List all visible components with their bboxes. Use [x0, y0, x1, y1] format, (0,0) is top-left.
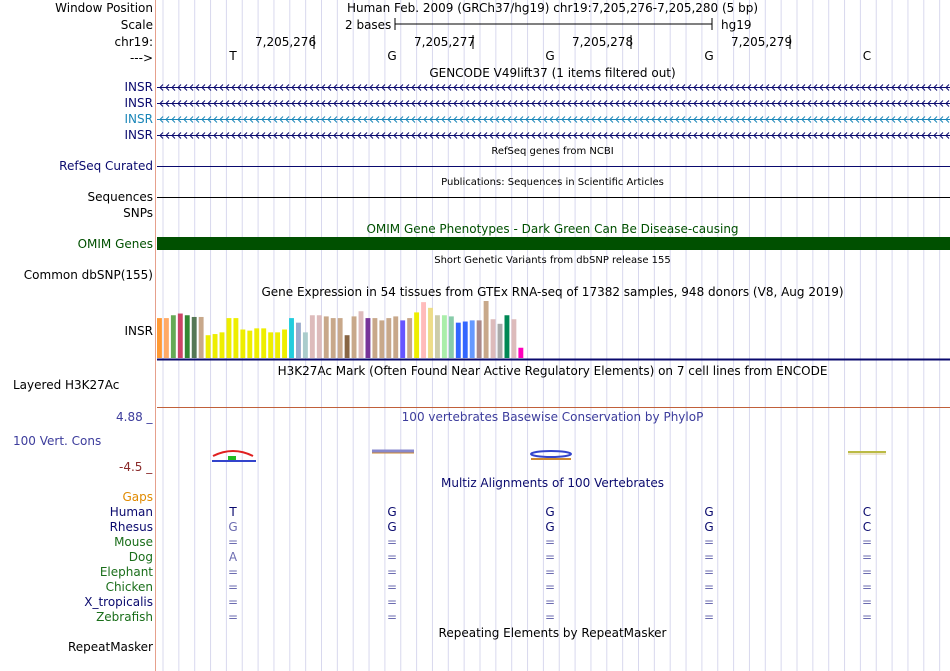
window-position-value: Human Feb. 2009 (GRCh37/hg19) chr19:7,205,276-7,205,280 (5 bp) [346, 1, 759, 15]
alignment-base: = [544, 565, 556, 579]
gtex-gene-label[interactable]: INSR [124, 324, 153, 338]
assembly-label: hg19 [721, 18, 752, 32]
gtex-bar-21 [296, 323, 301, 358]
gtex-bar-52 [511, 319, 516, 358]
gtex-bar-3 [171, 315, 176, 358]
cons-track-title[interactable]: 100 vertebrates Basewise Conservation by PhyloP [401, 410, 704, 424]
gtex-bar-46 [470, 320, 475, 358]
gtex-bar-35 [393, 316, 398, 358]
gtex-bar-22 [303, 332, 308, 358]
alignment-base: = [227, 580, 239, 594]
gtex-bar-41 [435, 315, 440, 358]
gtex-bar-28 [345, 335, 350, 358]
window-position-label: Window Position [55, 1, 153, 15]
alignment-base: = [227, 565, 239, 579]
gencode-track-title[interactable]: GENCODE V49lift37 (1 items filtered out) [429, 66, 676, 80]
alignment-base: = [544, 610, 556, 624]
species-label-x_tropicalis[interactable]: X_tropicalis [84, 595, 153, 609]
scale-bar [395, 18, 712, 30]
gtex-bar-5 [185, 315, 190, 358]
gtex-bar-27 [338, 318, 343, 358]
gtex-bar-47 [477, 320, 482, 358]
gtex-bar-53 [518, 348, 523, 358]
gtex-bar-37 [407, 318, 412, 358]
gencode-row-4-label[interactable]: INSR [124, 128, 153, 142]
gtex-bar-19 [282, 330, 287, 359]
species-label-zebrafish[interactable]: Zebrafish [96, 610, 153, 624]
gtex-bar-33 [379, 320, 384, 358]
gtex-bar-44 [456, 323, 461, 358]
species-label-dog[interactable]: Dog [128, 550, 153, 564]
alignment-base: G [704, 520, 714, 534]
conservation-logos[interactable] [212, 451, 886, 461]
cons-min-label: -4.5 _ [119, 460, 153, 474]
gtex-bar-14 [247, 331, 252, 358]
cons-logo-1 [213, 451, 253, 456]
chrom-label: chr19: [114, 35, 153, 49]
ref-base-5: C [862, 49, 872, 63]
alignment-base: = [703, 535, 715, 549]
gtex-bar-39 [421, 302, 426, 358]
gtex-bar-49 [491, 319, 496, 358]
gencode-gene-lines[interactable] [157, 85, 950, 139]
gtex-bar-36 [400, 320, 405, 358]
alignment-base: = [544, 535, 556, 549]
omim-gene-bar[interactable] [157, 237, 950, 250]
species-label-chicken[interactable]: Chicken [105, 580, 153, 594]
gtex-bar-42 [442, 315, 447, 358]
publications-track-title[interactable]: Publications: Sequences in Scientific Articles [441, 177, 664, 188]
alignment-base: C [862, 520, 872, 534]
gtex-bar-20 [289, 318, 294, 358]
position-1: 7,205,276 [255, 35, 317, 49]
gtex-bar-11 [227, 318, 232, 358]
dbsnp-track-title[interactable]: Short Genetic Variants from dbSNP release 155 [434, 255, 671, 266]
alignment-base: = [703, 610, 715, 624]
repeatmasker-track-title[interactable]: Repeating Elements by RepeatMasker [438, 626, 667, 640]
gtex-bar-8 [206, 335, 211, 358]
gtex-bar-15 [254, 328, 259, 358]
refseq-label[interactable]: RefSeq Curated [59, 159, 153, 173]
gtex-bar-13 [240, 330, 245, 359]
gtex-bar-48 [484, 301, 489, 358]
gtex-track-title[interactable]: Gene Expression in 54 tissues from GTEx RNA-seq of 17382 samples, 948 donors (V8, Aug 2019) [261, 285, 844, 299]
alignment-base: = [861, 595, 873, 609]
alignment-base: = [544, 595, 556, 609]
gtex-bar-32 [372, 318, 377, 358]
gtex-bar-38 [414, 312, 419, 358]
alignment-base: = [386, 535, 398, 549]
ref-base-2: G [387, 49, 397, 63]
gtex-bar-25 [324, 316, 329, 358]
alignment-base: = [861, 535, 873, 549]
species-label-mouse[interactable]: Mouse [114, 535, 153, 549]
gtex-bar-10 [220, 332, 225, 358]
alignment-base: = [227, 535, 239, 549]
gtex-bar-26 [331, 318, 336, 358]
gencode-row-3-label[interactable]: INSR [124, 112, 153, 126]
h3k27ac-label[interactable]: Layered H3K27Ac [13, 378, 120, 392]
position-3: 7,205,278 [572, 35, 634, 49]
gtex-bar-2 [164, 318, 169, 358]
gtex-bar-23 [310, 315, 315, 358]
alignment-base: G [704, 505, 714, 519]
alignment-base: = [227, 610, 239, 624]
species-label-human[interactable]: Human [109, 505, 153, 519]
multiz-track-title[interactable]: Multiz Alignments of 100 Vertebrates [440, 476, 665, 490]
repeatmasker-label[interactable]: RepeatMasker [67, 640, 153, 654]
gtex-bar-17 [268, 332, 273, 358]
gtex-bar-45 [463, 322, 468, 358]
gtex-bar-50 [498, 324, 503, 358]
alignment-base: = [861, 565, 873, 579]
alignment-base: = [386, 595, 398, 609]
omim-track-title[interactable]: OMIM Gene Phenotypes - Dark Green Can Be Disease-causing [366, 222, 739, 236]
ref-base-4: G [704, 49, 714, 63]
alignment-base: G [387, 520, 397, 534]
gtex-bar-31 [366, 318, 371, 358]
alignment-base: = [861, 550, 873, 564]
species-label-rhesus[interactable]: Rhesus [109, 520, 153, 534]
gtex-bar-30 [359, 311, 364, 358]
alignment-base: C [862, 505, 872, 519]
gencode-row-1-label[interactable]: INSR [124, 80, 153, 94]
alignment-base: G [228, 520, 238, 534]
alignment-base: G [545, 520, 555, 534]
gtex-bar-6 [192, 317, 197, 358]
alignment-base: = [703, 550, 715, 564]
refseq-track-title[interactable]: RefSeq genes from NCBI [491, 146, 614, 157]
gtex-bar-24 [317, 315, 322, 358]
gencode-row-2-label[interactable]: INSR [124, 96, 153, 110]
alignment-base: = [861, 580, 873, 594]
alignment-base: = [227, 595, 239, 609]
sequences-label[interactable]: Sequences [87, 190, 153, 204]
gtex-bar-12 [233, 318, 238, 358]
alignment-base: = [861, 610, 873, 624]
h3k27ac-track-title[interactable]: H3K27Ac Mark (Often Found Near Active Regulatory Elements) on 7 cell lines from ENCODE [277, 364, 828, 378]
position-2: 7,205,277 [414, 35, 476, 49]
species-label-elephant[interactable]: Elephant [99, 565, 153, 579]
gtex-bar-1 [157, 318, 162, 358]
omim-label[interactable]: OMIM Genes [77, 237, 153, 251]
cons-max-label: 4.88 _ [116, 410, 153, 424]
cons-label[interactable]: 100 Vert. Cons [13, 434, 102, 448]
dbsnp-label[interactable]: Common dbSNP(155) [23, 268, 153, 282]
gtex-bar-40 [428, 308, 433, 358]
gtex-bar-7 [199, 317, 204, 358]
gtex-expression-bars[interactable] [157, 301, 523, 358]
alignment-base: A [228, 550, 238, 564]
alignment-base: = [386, 550, 398, 564]
ref-base-1: T [229, 49, 237, 63]
alignment-base: G [387, 505, 397, 519]
gtex-bar-16 [261, 328, 266, 358]
scale-label: Scale [120, 18, 153, 32]
ref-base-3: G [545, 49, 555, 63]
alignment-base: G [545, 505, 555, 519]
gtex-bar-51 [505, 315, 510, 358]
gtex-bar-9 [213, 334, 218, 358]
strand-label: ---> [129, 51, 153, 65]
alignment-base: = [703, 580, 715, 594]
alignment-base: = [703, 595, 715, 609]
gaps-label[interactable]: Gaps [122, 490, 153, 504]
alignment-base: = [386, 565, 398, 579]
gtex-bar-29 [352, 316, 357, 358]
alignment-base: T [229, 505, 237, 519]
gtex-bar-4 [178, 314, 183, 358]
gtex-bar-34 [386, 318, 391, 358]
alignment-base: = [544, 550, 556, 564]
alignment-base: = [544, 580, 556, 594]
alignment-base: = [703, 565, 715, 579]
position-4: 7,205,279 [731, 35, 793, 49]
snps-label[interactable]: SNPs [123, 206, 153, 220]
alignment-base: = [386, 580, 398, 594]
gtex-bar-43 [449, 316, 454, 358]
scale-text: 2 bases [345, 18, 392, 32]
alignment-base: = [386, 610, 398, 624]
gtex-bar-18 [275, 332, 280, 358]
